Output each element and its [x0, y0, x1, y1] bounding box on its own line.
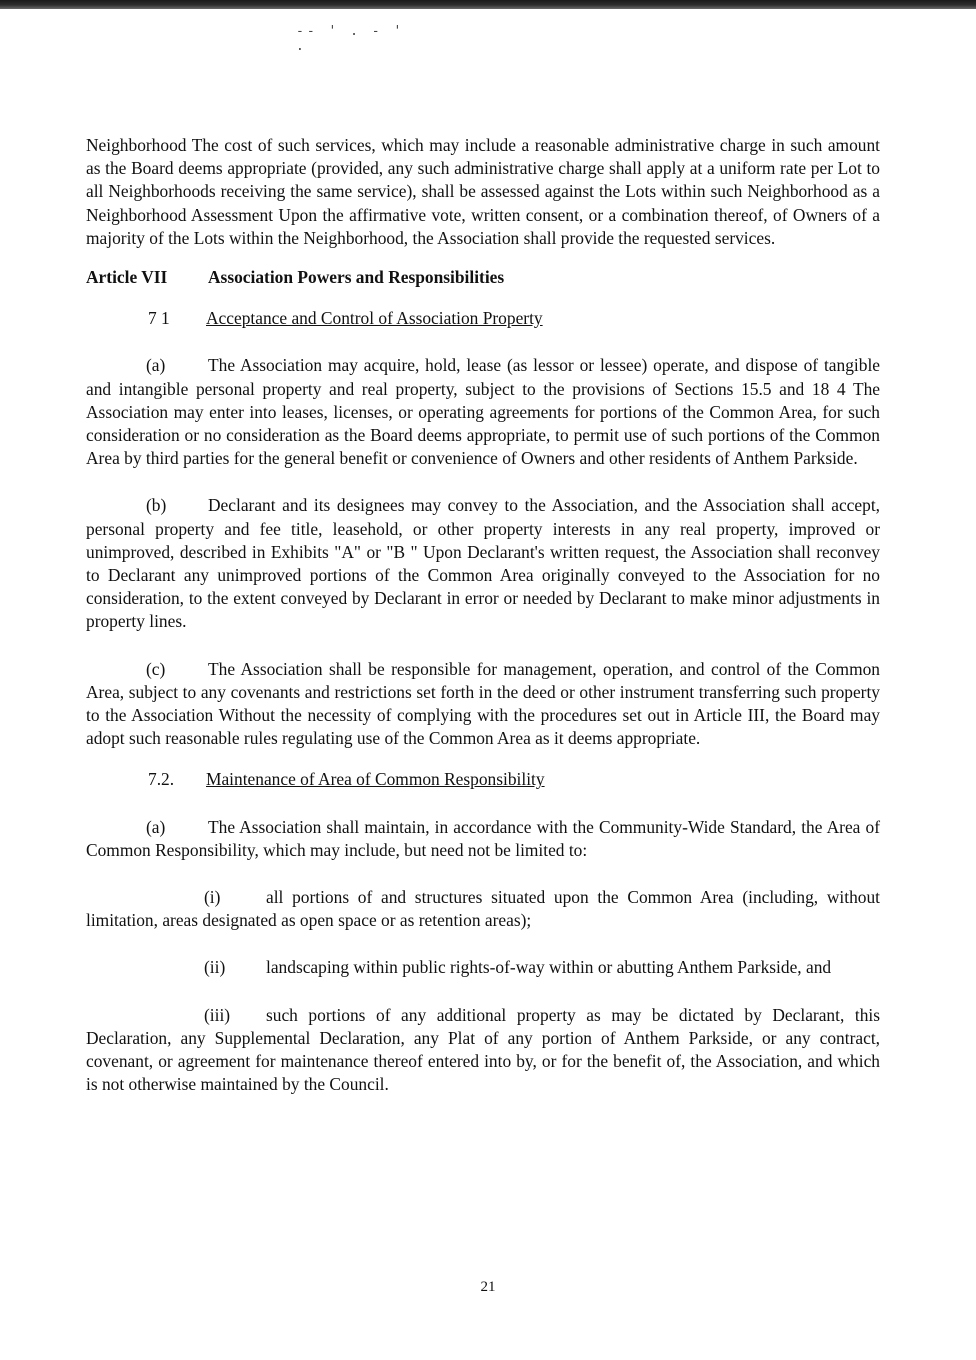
paragraph-7-2-a [86, 816, 880, 862]
section-heading-7-1 [86, 307, 880, 330]
paragraph-text: The Association may acquire, hold, lease (as lessor or lessee) operate, and dispose of tangible and intangible personal property and real property, subject to the provisions of Sections 15.5 and 18 4 The Association may enter into leases, licenses, or operating agreements for portions of the Common Area, for such consideration or no consideration as the Board deems appropriate, to permit use of such portions of the Common Area by third parties for the general benefit or convenience of Owners and other residents of Anthem Parkside. [86, 355, 880, 469]
section-title: Acceptance and Control of Association Property [206, 308, 543, 329]
section-number: 7 1 [148, 308, 170, 329]
article-number: Article VII [86, 267, 168, 288]
paragraph-text: Declarant and its designees may convey to the Association, and the Association shall accept, personal property and fee title, leasehold, or other property interests in any real property, improved or unimproved, described in Exhibits "A" or "B " Upon Declarant's written request, the Association shall reconvey to Declarant any unimproved portions of the Common Area originally conveyed to the Association for no consideration, to the extent conveyed by Declarant in error or needed by Declarant to make minor adjustments in property lines. [86, 495, 880, 632]
article-title: Association Powers and Responsibilities [208, 267, 505, 288]
subparagraph-label: (iii) [204, 1004, 231, 1025]
scan-marks: -- ' . - ' . [296, 24, 405, 54]
document-body [86, 134, 880, 1097]
paragraph-label: (a) [146, 355, 166, 376]
paragraph-text: The Association shall be responsible for management, operation, and control of the Common Area, subject to any covenants and restrictions set forth in the deed or other instrument transferring such property to the Association Without the necessity of complying with the procedures set out in Article III, the Board may adopt such reasonable rules regulating use of the Common Area as it deems appropriate. [86, 658, 880, 749]
intro-paragraph: Neighborhood The cost of such services, which may include a reasonable administrative charge in such amount as the Board deems appropriate (provided, any such administrative charge shall apply at a uniform rate per Lot to all Neighborhoods receiving the same service), shall be assessed against the Lots within such Neighborhood as a Neighborhood Assessment Upon the affirmative vote, written consent, or a combination thereof, of Owners of a majority of the Lots within the Neighborhood, the Association shall provide the requested services. [86, 135, 880, 248]
paragraph-label: (b) [146, 495, 167, 516]
subparagraph-i [86, 886, 880, 932]
section-number: 7.2. [148, 769, 175, 790]
paragraph-label: (c) [146, 658, 166, 679]
paragraph-text: The Association shall maintain, in accordance with the Community-Wide Standard, the Area of Common Responsibility, which may include, but need not be limited to: [86, 816, 880, 860]
subparagraph-text: such portions of any additional property as may be dictated by Declarant, this Declaration, any Supplemental Declaration, any Plat of any portion of Anthem Parkside, or any contract, covenant, or agreement for maintenance thereof entered into by, or for the benefit of, the Association, and which is not otherwise maintained by the Council. [86, 1004, 880, 1095]
section-heading-7-2 [86, 768, 880, 791]
paragraph-7-1-b [86, 494, 880, 633]
page-number: 21 [480, 1279, 496, 1295]
paragraph-7-1-a [86, 354, 880, 470]
scan-edge-artifact [0, 0, 976, 9]
subparagraph-text: landscaping within public rights-of-way within or abutting Anthem Parkside, and [266, 957, 832, 978]
paragraph-7-1-c [86, 658, 880, 751]
paragraph-label: (a) [146, 816, 166, 837]
subparagraph-iii [86, 1004, 880, 1097]
subparagraph-label: (i) [204, 887, 221, 908]
subparagraph-ii [86, 956, 880, 979]
subparagraph-label: (ii) [204, 957, 226, 978]
section-title: Maintenance of Area of Common Responsibility [206, 769, 545, 790]
subparagraph-text: all portions of and structures situated upon the Common Area (including, without limitation, areas designated as open space or as retention areas); [86, 887, 880, 931]
article-heading [86, 266, 880, 289]
